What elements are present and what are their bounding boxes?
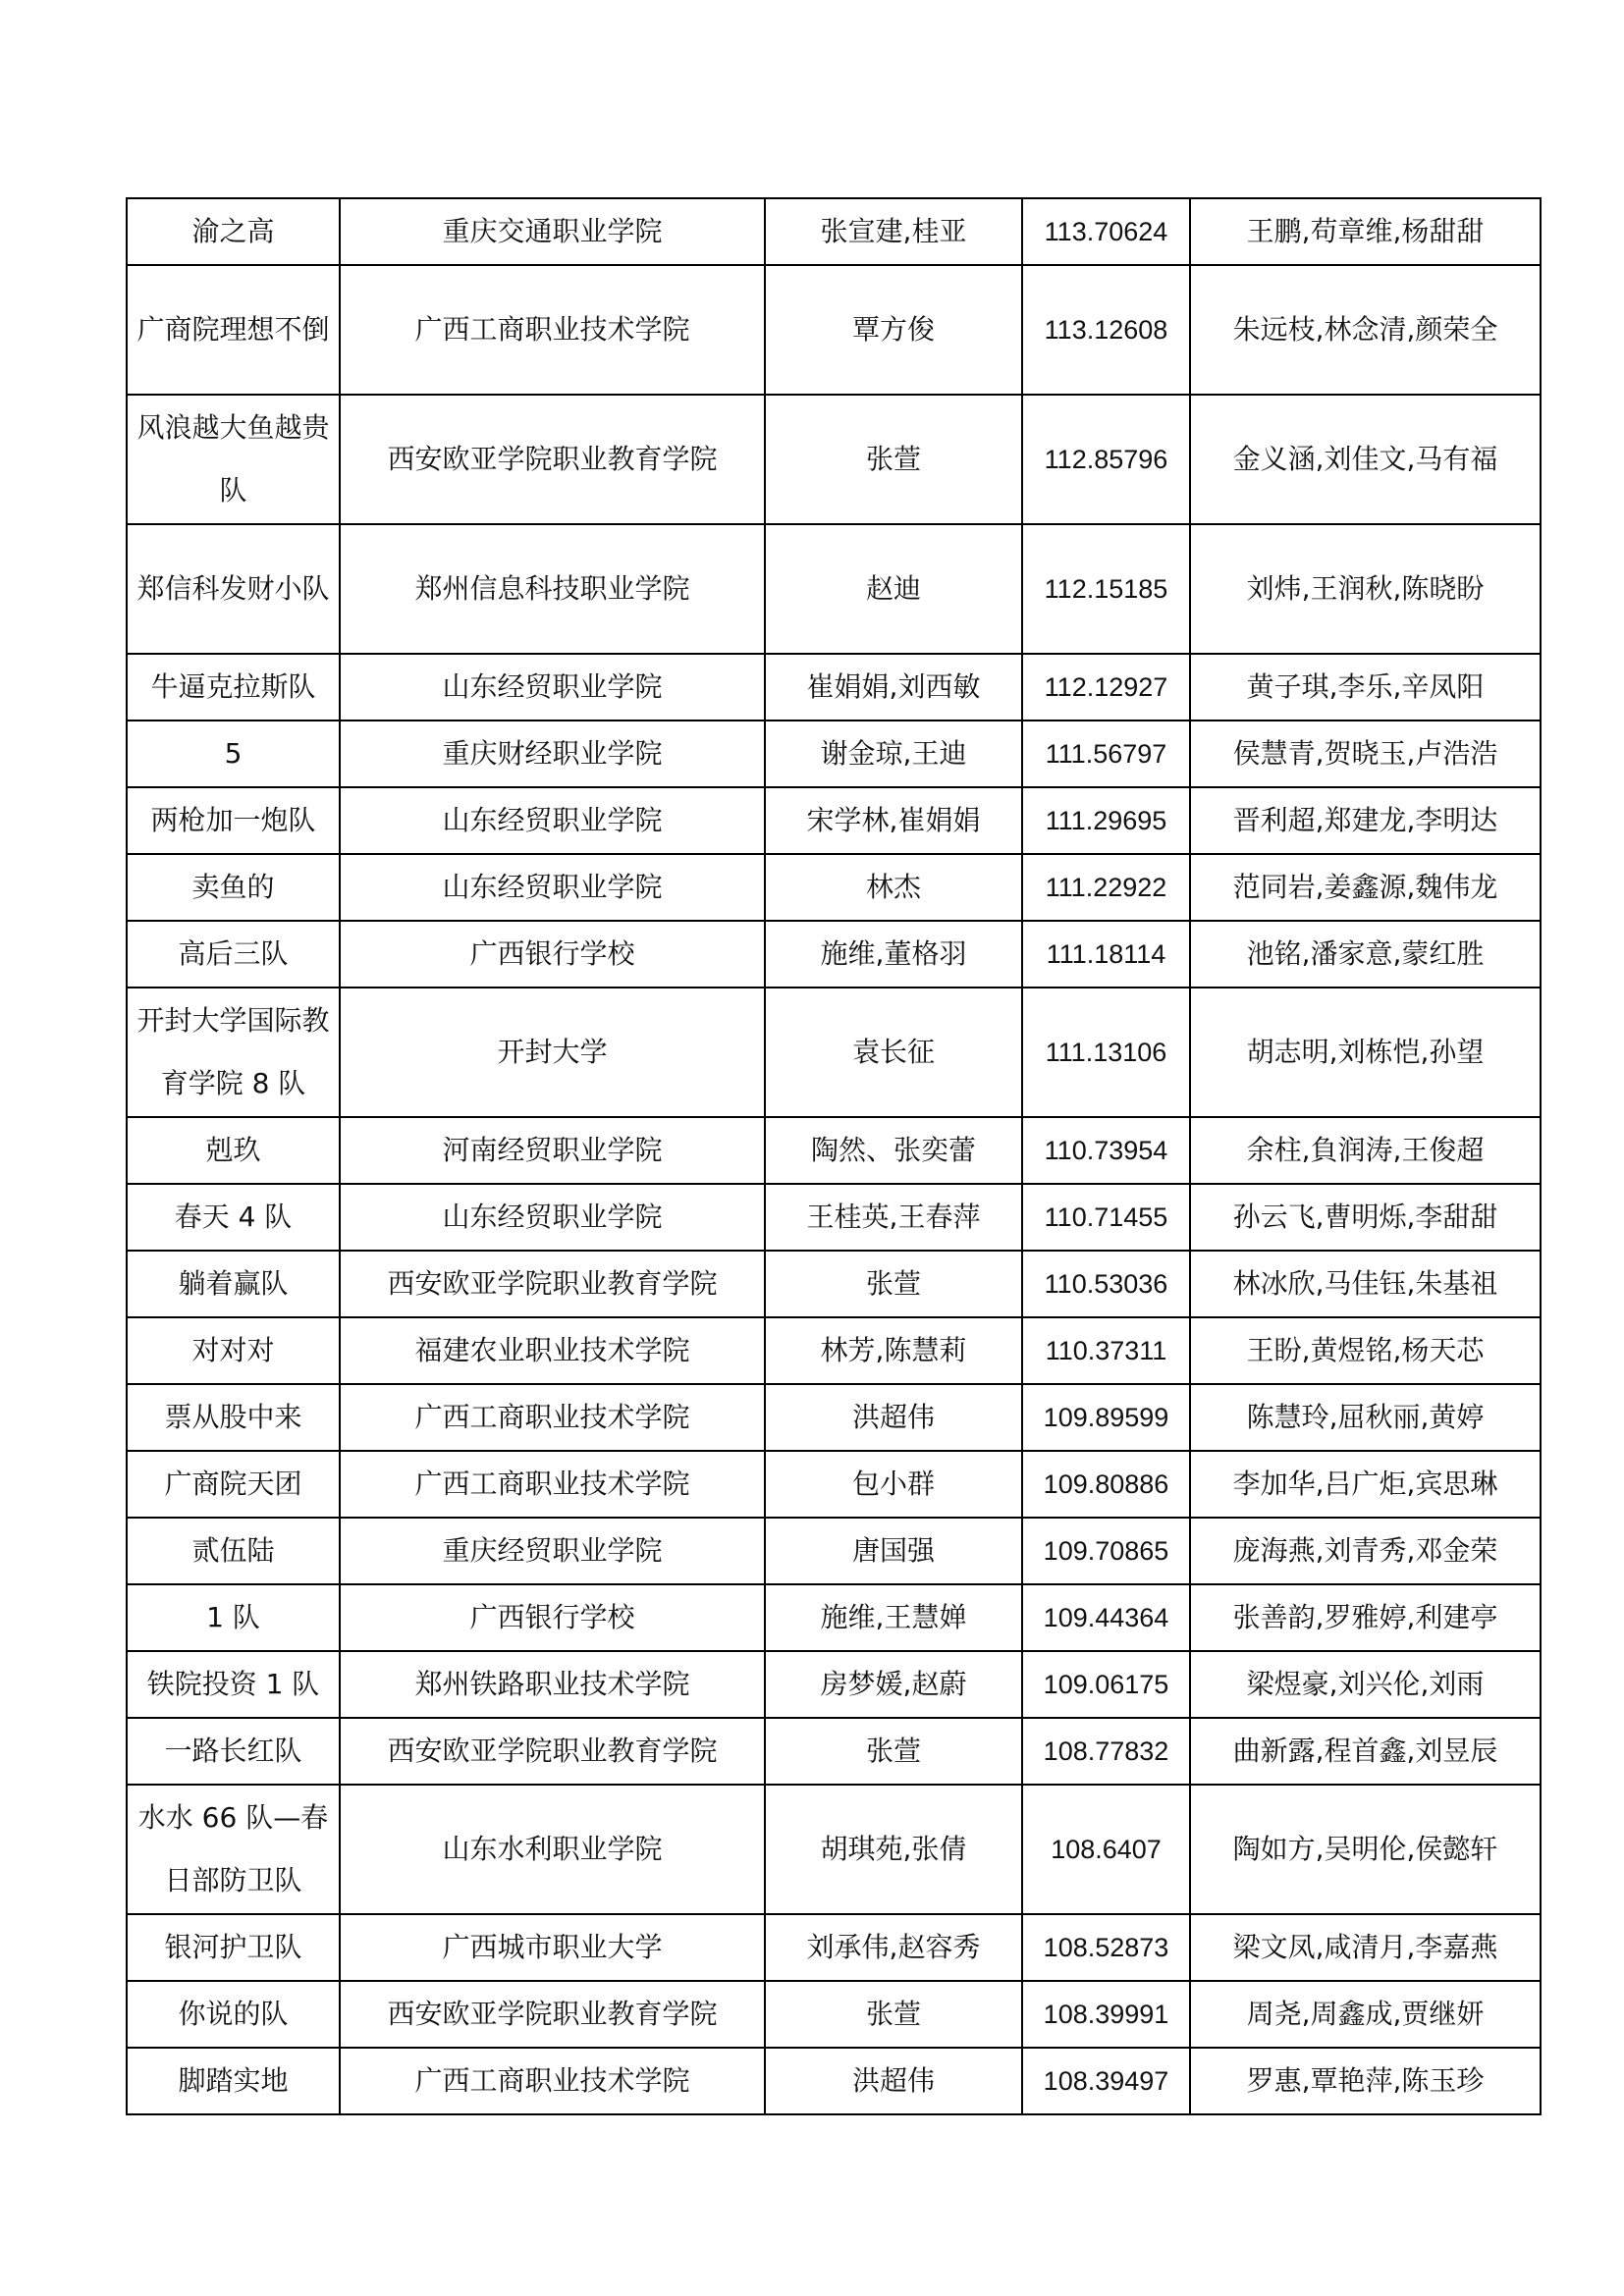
school-cell: 广西工商职业技术学院 xyxy=(340,2048,765,2114)
table-row xyxy=(127,1651,1541,1718)
members-cell: 梁文凤,咸清月,李嘉燕 xyxy=(1190,1914,1541,1981)
team-name-cell: 躺着赢队 xyxy=(127,1251,340,1317)
members-cell: 刘炜,王润秋,陈晓盼 xyxy=(1190,524,1541,654)
school-cell: 西安欧亚学院职业教育学院 xyxy=(340,1718,765,1785)
team-name-cell: 风浪越大鱼越贵队 xyxy=(127,395,340,524)
score-cell: 108.52873 xyxy=(1022,1914,1190,1981)
score-cell: 108.39497 xyxy=(1022,2048,1190,2114)
school-cell: 广西城市职业大学 xyxy=(340,1914,765,1981)
members-cell: 梁煜豪,刘兴伦,刘雨 xyxy=(1190,1651,1541,1718)
table-row xyxy=(127,1384,1541,1451)
score-cell: 111.13106 xyxy=(1022,988,1190,1117)
table-row xyxy=(127,721,1541,787)
team-name-cell: 两枪加一炮队 xyxy=(127,787,340,854)
table-row xyxy=(127,1184,1541,1251)
team-name-cell: 1 队 xyxy=(127,1584,340,1651)
advisor-cell: 张萱 xyxy=(765,1251,1022,1317)
advisor-cell: 包小群 xyxy=(765,1451,1022,1518)
advisor-cell: 谢金琼,王迪 xyxy=(765,721,1022,787)
advisor-cell: 赵迪 xyxy=(765,524,1022,654)
members-cell: 范同岩,姜鑫源,魏伟龙 xyxy=(1190,854,1541,921)
school-cell: 开封大学 xyxy=(340,988,765,1117)
score-cell: 109.89599 xyxy=(1022,1384,1190,1451)
school-cell: 西安欧亚学院职业教育学院 xyxy=(340,1251,765,1317)
members-cell: 池铭,潘家意,蒙红胜 xyxy=(1190,921,1541,988)
advisor-cell: 覃方俊 xyxy=(765,265,1022,395)
table-row xyxy=(127,1785,1541,1914)
members-cell: 曲新露,程首鑫,刘昱辰 xyxy=(1190,1718,1541,1785)
members-cell: 黄子琪,李乐,辛凤阳 xyxy=(1190,654,1541,721)
table-row xyxy=(127,988,1541,1117)
advisor-cell: 房梦媛,赵蔚 xyxy=(765,1651,1022,1718)
table-row xyxy=(127,395,1541,524)
school-cell: 郑州铁路职业技术学院 xyxy=(340,1651,765,1718)
advisor-cell: 洪超伟 xyxy=(765,2048,1022,2114)
school-cell: 福建农业职业技术学院 xyxy=(340,1317,765,1384)
school-cell: 山东经贸职业学院 xyxy=(340,854,765,921)
results-table-body xyxy=(127,198,1541,2114)
members-cell: 林冰欣,马佳钰,朱基祖 xyxy=(1190,1251,1541,1317)
school-cell: 山东经贸职业学院 xyxy=(340,654,765,721)
advisor-cell: 张萱 xyxy=(765,395,1022,524)
score-cell: 109.44364 xyxy=(1022,1584,1190,1651)
advisor-cell: 张萱 xyxy=(765,1981,1022,2048)
school-cell: 山东水利职业学院 xyxy=(340,1785,765,1914)
team-name-cell: 银河护卫队 xyxy=(127,1914,340,1981)
team-name-cell: 广商院天团 xyxy=(127,1451,340,1518)
score-cell: 110.71455 xyxy=(1022,1184,1190,1251)
team-name-cell: 卖鱼的 xyxy=(127,854,340,921)
members-cell: 李加华,吕广炬,宾思琳 xyxy=(1190,1451,1541,1518)
team-name-cell: 一路长红队 xyxy=(127,1718,340,1785)
team-name-cell: 贰伍陆 xyxy=(127,1518,340,1584)
table-row xyxy=(127,524,1541,654)
score-cell: 111.18114 xyxy=(1022,921,1190,988)
team-name-cell: 你说的队 xyxy=(127,1981,340,2048)
table-row xyxy=(127,198,1541,265)
score-cell: 109.06175 xyxy=(1022,1651,1190,1718)
table-row xyxy=(127,1317,1541,1384)
table-row xyxy=(127,854,1541,921)
score-cell: 108.6407 xyxy=(1022,1785,1190,1914)
members-cell: 胡志明,刘栋恺,孙望 xyxy=(1190,988,1541,1117)
school-cell: 广西工商职业技术学院 xyxy=(340,265,765,395)
members-cell: 王鹏,苟章维,杨甜甜 xyxy=(1190,198,1541,265)
table-row xyxy=(127,2048,1541,2114)
team-name-cell: 对对对 xyxy=(127,1317,340,1384)
team-name-cell: 牛逼克拉斯队 xyxy=(127,654,340,721)
team-name-cell: 广商院理想不倒 xyxy=(127,265,340,395)
team-name-cell: 开封大学国际教育学院 8 队 xyxy=(127,988,340,1117)
members-cell: 晋利超,郑建龙,李明达 xyxy=(1190,787,1541,854)
score-cell: 108.39991 xyxy=(1022,1981,1190,2048)
table-row xyxy=(127,1518,1541,1584)
score-cell: 109.80886 xyxy=(1022,1451,1190,1518)
advisor-cell: 施维,王慧婵 xyxy=(765,1584,1022,1651)
members-cell: 陈慧玲,屈秋丽,黄婷 xyxy=(1190,1384,1541,1451)
score-cell: 110.37311 xyxy=(1022,1317,1190,1384)
table-row xyxy=(127,787,1541,854)
table-row xyxy=(127,1914,1541,1981)
school-cell: 河南经贸职业学院 xyxy=(340,1117,765,1184)
score-cell: 112.12927 xyxy=(1022,654,1190,721)
school-cell: 重庆交通职业学院 xyxy=(340,198,765,265)
members-cell: 庞海燕,刘青秀,邓金荣 xyxy=(1190,1518,1541,1584)
advisor-cell: 林芳,陈慧莉 xyxy=(765,1317,1022,1384)
score-cell: 111.29695 xyxy=(1022,787,1190,854)
score-cell: 113.70624 xyxy=(1022,198,1190,265)
table-row xyxy=(127,921,1541,988)
team-name-cell: 水水 66 队—春日部防卫队 xyxy=(127,1785,340,1914)
team-name-cell: 高后三队 xyxy=(127,921,340,988)
members-cell: 周尧,周鑫成,贾继妍 xyxy=(1190,1981,1541,2048)
advisor-cell: 唐国强 xyxy=(765,1518,1022,1584)
score-cell: 112.15185 xyxy=(1022,524,1190,654)
score-cell: 111.22922 xyxy=(1022,854,1190,921)
team-name-cell: 5 xyxy=(127,721,340,787)
team-name-cell: 票从股中来 xyxy=(127,1384,340,1451)
school-cell: 广西银行学校 xyxy=(340,921,765,988)
advisor-cell: 胡琪苑,张倩 xyxy=(765,1785,1022,1914)
advisor-cell: 张萱 xyxy=(765,1718,1022,1785)
members-cell: 朱远枝,林念清,颜荣全 xyxy=(1190,265,1541,395)
table-row xyxy=(127,654,1541,721)
table-row xyxy=(127,1251,1541,1317)
members-cell: 侯慧青,贺晓玉,卢浩浩 xyxy=(1190,721,1541,787)
table-row xyxy=(127,1451,1541,1518)
table-row xyxy=(127,1718,1541,1785)
score-cell: 110.53036 xyxy=(1022,1251,1190,1317)
table-row xyxy=(127,1981,1541,2048)
advisor-cell: 王桂英,王春萍 xyxy=(765,1184,1022,1251)
score-cell: 113.12608 xyxy=(1022,265,1190,395)
school-cell: 广西工商职业技术学院 xyxy=(340,1384,765,1451)
school-cell: 广西银行学校 xyxy=(340,1584,765,1651)
school-cell: 重庆财经职业学院 xyxy=(340,721,765,787)
advisor-cell: 宋学林,崔娟娟 xyxy=(765,787,1022,854)
advisor-cell: 施维,董格羽 xyxy=(765,921,1022,988)
advisor-cell: 张宣建,桂亚 xyxy=(765,198,1022,265)
school-cell: 广西工商职业技术学院 xyxy=(340,1451,765,1518)
score-cell: 108.77832 xyxy=(1022,1718,1190,1785)
score-cell: 109.70865 xyxy=(1022,1518,1190,1584)
score-cell: 111.56797 xyxy=(1022,721,1190,787)
table-row xyxy=(127,265,1541,395)
members-cell: 陶如方,吴明伦,侯懿轩 xyxy=(1190,1785,1541,1914)
members-cell: 罗惠,覃艳萍,陈玉珍 xyxy=(1190,2048,1541,2114)
school-cell: 西安欧亚学院职业教育学院 xyxy=(340,1981,765,2048)
team-name-cell: 铁院投资 1 队 xyxy=(127,1651,340,1718)
table-row xyxy=(127,1584,1541,1651)
members-cell: 张善韵,罗雅婷,利建亭 xyxy=(1190,1584,1541,1651)
advisor-cell: 陶然、张奕蕾 xyxy=(765,1117,1022,1184)
score-cell: 110.73954 xyxy=(1022,1117,1190,1184)
school-cell: 郑州信息科技职业学院 xyxy=(340,524,765,654)
advisor-cell: 洪超伟 xyxy=(765,1384,1022,1451)
members-cell: 金义涵,刘佳文,马有福 xyxy=(1190,395,1541,524)
school-cell: 重庆经贸职业学院 xyxy=(340,1518,765,1584)
advisor-cell: 林杰 xyxy=(765,854,1022,921)
team-name-cell: 剋玖 xyxy=(127,1117,340,1184)
team-name-cell: 春天 4 队 xyxy=(127,1184,340,1251)
members-cell: 王盼,黄煜铭,杨天芯 xyxy=(1190,1317,1541,1384)
school-cell: 山东经贸职业学院 xyxy=(340,787,765,854)
team-name-cell: 渝之高 xyxy=(127,198,340,265)
members-cell: 孙云飞,曹明烁,李甜甜 xyxy=(1190,1184,1541,1251)
table-row xyxy=(127,1117,1541,1184)
score-cell: 112.85796 xyxy=(1022,395,1190,524)
results-table xyxy=(126,197,1542,2115)
advisor-cell: 刘承伟,赵容秀 xyxy=(765,1914,1022,1981)
members-cell: 余柱,負润涛,王俊超 xyxy=(1190,1117,1541,1184)
school-cell: 山东经贸职业学院 xyxy=(340,1184,765,1251)
advisor-cell: 崔娟娟,刘西敏 xyxy=(765,654,1022,721)
school-cell: 西安欧亚学院职业教育学院 xyxy=(340,395,765,524)
team-name-cell: 郑信科发财小队 xyxy=(127,524,340,654)
advisor-cell: 袁长征 xyxy=(765,988,1022,1117)
team-name-cell: 脚踏实地 xyxy=(127,2048,340,2114)
